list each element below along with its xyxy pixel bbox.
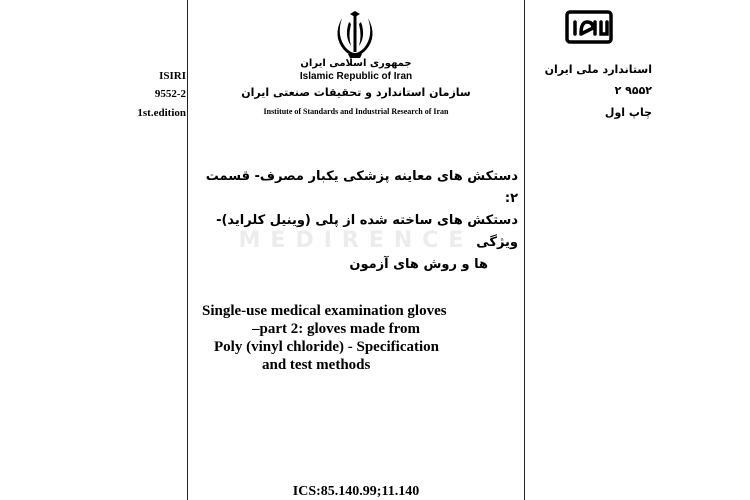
title-en-line: and test methods [262,357,371,373]
title-fa-line: دستکش های معاینه پزشکی یکبار مصرف- قسمت ۲: [205,169,518,206]
isiri-logo-icon [565,10,615,46]
title-fa-line: دستکش های ساخته شده از پلی (وینیل کلراید)- ویژگی [216,213,518,250]
edition-fa: چاپ اول [604,106,652,119]
isiri-code: ISIRI [159,70,186,82]
watermark: MEDIRENCE [238,228,474,253]
republic-name-en: Islamic Republic of Iran [299,71,413,82]
iran-emblem-icon [330,10,380,60]
title-en-line: Single-use medical examination gloves [202,303,447,319]
title-en-line: –part 2: gloves made from [252,321,421,337]
edition: 1st.edition [137,107,186,119]
institute-name-en: Institute of Standards and Industrial Research of Iran [263,107,449,116]
title-en [202,302,522,374]
republic-name-fa: جمهوری اسلامی ایران [300,58,412,69]
right-column-rule [524,0,525,500]
national-standard-fa: استاندارد ملی ایران [544,63,652,76]
title-fa-line: ها و روش های آزمون [349,257,488,272]
institute-name-fa: سازمان استاندارد و تحقیقات صنعتی ایران [241,86,471,99]
standard-number-fa: ۹۵۵۲ ۲ [614,84,652,97]
standard-number: 9552-2 [154,88,186,100]
title-fa [198,166,518,276]
ics-code: ICS:85.140.99;11.140 [292,484,420,499]
title-en-line: Poly (vinyl chloride) - Specification [214,339,439,355]
